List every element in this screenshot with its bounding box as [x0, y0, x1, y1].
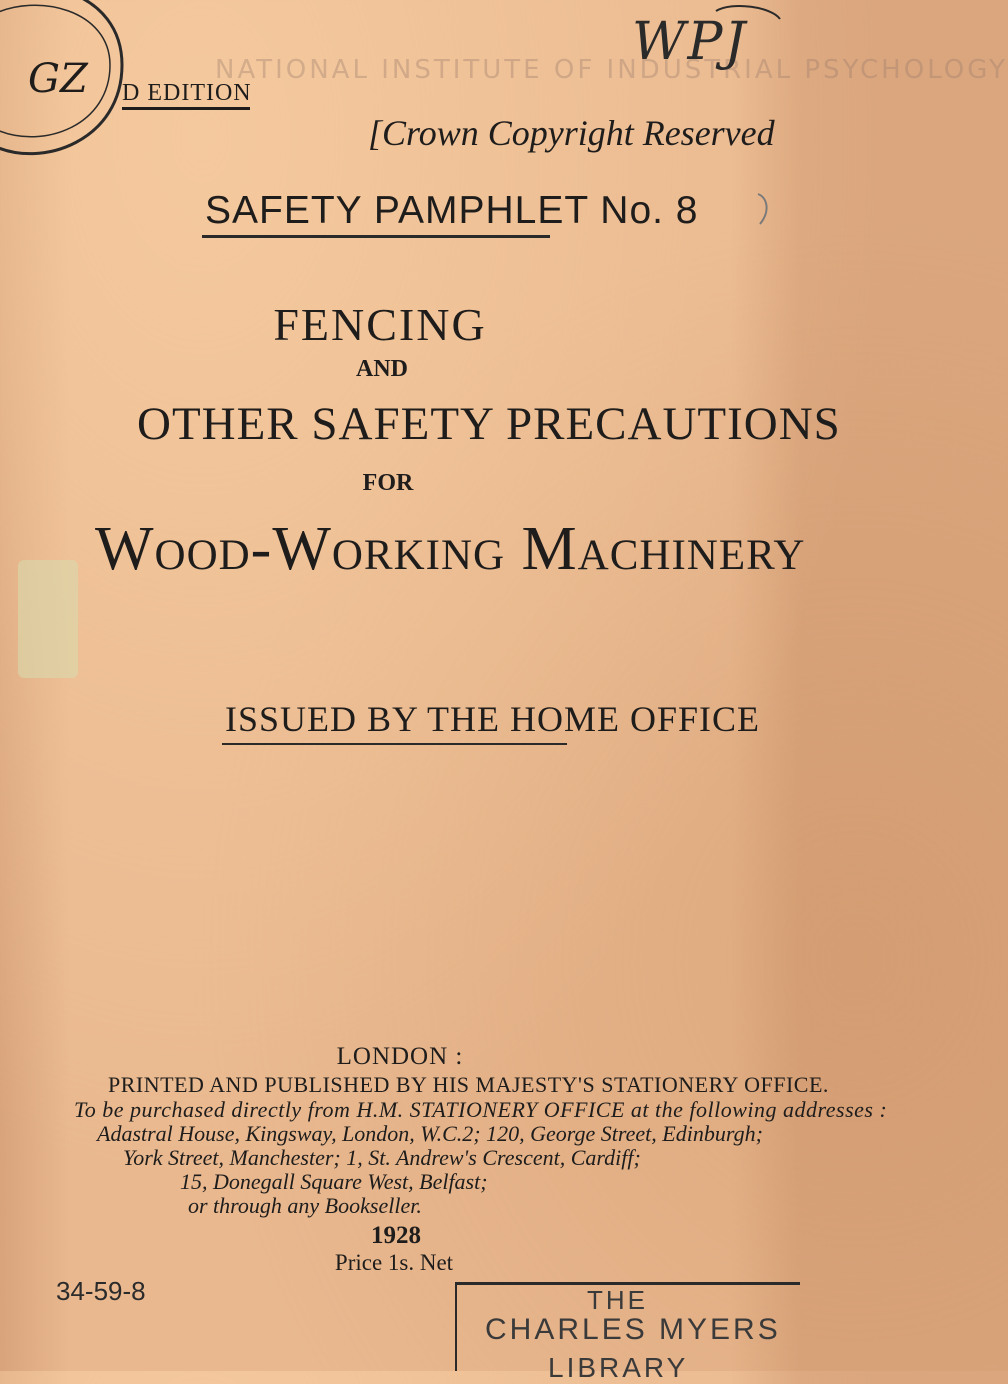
imprint-price-text: Price 1s. Net: [334, 1250, 454, 1275]
pencil-mark-icon: [752, 190, 778, 230]
imprint-printed-by: PRINTED AND PUBLISHED BY HIS MAJESTY'S STATIONERY OFFICE.: [108, 1072, 829, 1097]
pamphlet-underline: [202, 235, 550, 238]
imprint-price: [0, 1250, 800, 1276]
imprint-address-4: or through any Bookseller.: [188, 1193, 422, 1218]
imprint-address-2: York Street, Manchester; 1, St. Andrew's Crescent, Cardiff;: [123, 1145, 641, 1170]
crown-copyright: [Crown Copyright Reserved: [368, 113, 775, 153]
imprint-year: [0, 1222, 800, 1250]
catalogue-code: 34-59-8: [56, 1276, 146, 1306]
pamphlet-number: SAFETY PAMPHLET No. 8: [205, 189, 699, 232]
library-stamp-the: THE: [587, 1285, 648, 1315]
title-for-text: FOR: [362, 470, 414, 496]
faint-institute-stamp: NATIONAL INSTITUTE OF INDUSTRIAL PSYCHOLOGY: [215, 55, 1008, 85]
imprint-address-1: Adastral House, Kingsway, London, W.C.2; 120, George Street, Edinburgh;: [97, 1121, 763, 1146]
library-stamp-library: LIBRARY: [548, 1352, 689, 1383]
edition-underline: [122, 107, 250, 110]
imprint-year-text: 1928: [371, 1222, 421, 1249]
edition-label: D EDITION: [122, 80, 252, 106]
stamp-monogram: GZ: [28, 56, 88, 102]
handwritten-initials: [632, 5, 782, 75]
title-connector-for: [0, 470, 800, 497]
paper-stain: [18, 560, 78, 678]
issuer-underline: [222, 743, 567, 745]
title-line-1: [0, 298, 800, 351]
library-stamp-name: CHARLES MYERS: [485, 1313, 781, 1346]
title-and-text: AND: [356, 356, 408, 382]
imprint-city-text: LONDON :: [336, 1043, 464, 1070]
title-fencing: FENCING: [273, 299, 487, 350]
imprint-purchase-line: To be purchased directly from H.M. STATIONERY OFFICE at the following addresses :: [74, 1097, 888, 1122]
issuer: ISSUED BY THE HOME OFFICE: [225, 699, 761, 739]
title-line-3: Wood-Working Machinery: [95, 515, 806, 583]
library-stamp-left-border: [455, 1282, 457, 1371]
title-connector-and: [0, 356, 800, 383]
imprint-city: [0, 1043, 800, 1071]
handwritten-text: WPJ: [632, 12, 748, 72]
title-line-2: OTHER SAFETY PRECAUTIONS: [137, 398, 841, 450]
imprint-address-3: 15, Donegall Square West, Belfast;: [180, 1169, 488, 1194]
